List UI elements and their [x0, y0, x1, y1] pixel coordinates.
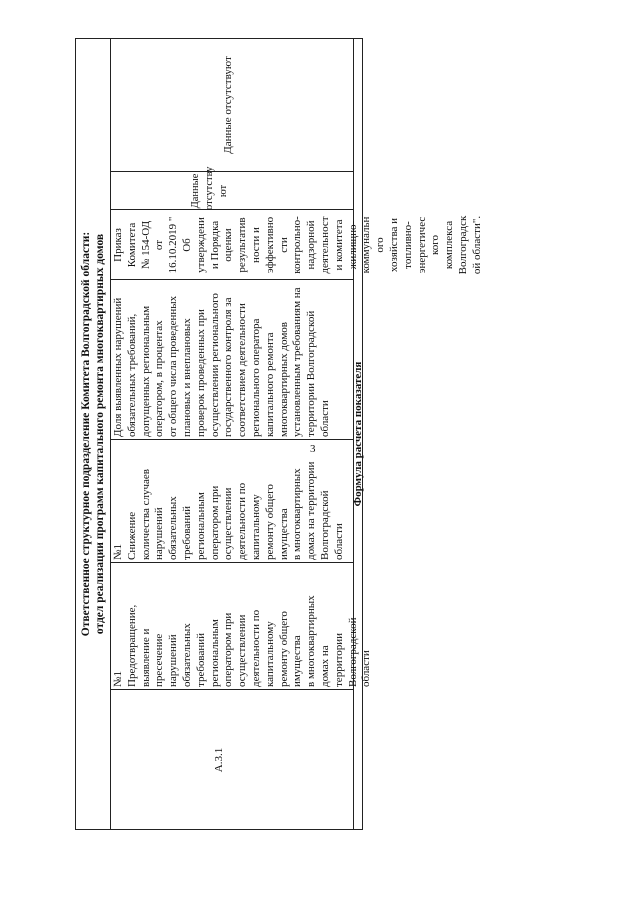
indicator-code-cell: А.3.1	[213, 747, 225, 773]
department-header-line-1: Ответственное структурное подразделение Комитета Волгоградской области:	[80, 231, 92, 637]
department-header-line-2: отдел реализации программ капитального ремонта многоквартирных домов	[94, 233, 106, 635]
goal-cell: №1 Снижение количества случаев нарушений обязательных требований региональным оператором при осуществлении деятельности по капитальному ремонту общего имущества в многоквартирных домах на территории Волгоградской области	[112, 461, 345, 560]
baseline-value-cell: Данные отсутству ют	[190, 166, 229, 210]
header-divider	[110, 38, 111, 830]
target-value-cell: Данные отсутствуют	[222, 56, 234, 154]
task-cell: №1 Предотвращение, выявление и пресечение нарушений обязательных требований региональным оператором при осуществлении деятельности по капитальному ремонту общего имущества в многоквартирных домах на территории Волгоградской области	[112, 595, 373, 687]
normative-document-cell: Приказ Комитета № 154-ОД от 16.10.2019 " Об утверждени и Порядка оценки результатив ности и эффективно сти контрольно- надзорной деятельност и комитета жилищно- коммунальн ого хозяйства и топливно- энергетичес кого комплекса Волгоградск ой области".	[112, 215, 483, 275]
indicator-description-cell: Доля выявленных нарушений обязательных требований, допущенных региональным оператором, в процентах от общего числа проведенных плановых и внеплановых проверок проведенных при осуществлении регионального государственного контроля за соответствием деятельности регионального оператора капитального ремонта многоквартирных домов установленным требованиям на территории Волгоградской области	[112, 287, 331, 437]
rotated-table-page	[75, 38, 483, 830]
formula-title: Формула расчета показателя	[352, 361, 364, 507]
column-divider-1	[110, 689, 353, 690]
page-number: 3	[310, 443, 316, 455]
